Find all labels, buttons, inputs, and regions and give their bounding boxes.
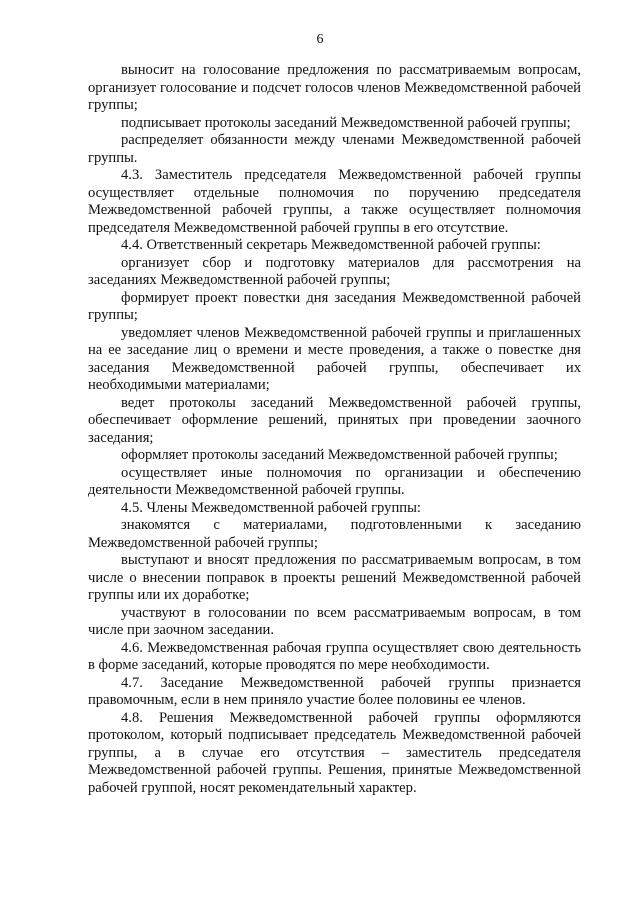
document-body bbox=[88, 62, 581, 797]
page-number: 6 bbox=[316, 32, 324, 47]
paragraph: ведет протоколы заседаний Межведомственной рабочей группы, обеспечивает оформление решений, принятых при проведении заочного заседания; bbox=[88, 394, 581, 446]
paragraph: распределяет обязанности между членами Межведомственной рабочей группы. bbox=[88, 132, 581, 166]
paragraph: 4.4. Ответственный секретарь Межведомственной рабочей группы: bbox=[121, 237, 541, 253]
paragraph: 4.5. Члены Межведомственной рабочей группы: bbox=[121, 499, 421, 516]
paragraph: осуществляет иные полномочия по организации и обеспечению деятельности Межведомственной рабочей группы. bbox=[88, 464, 581, 498]
paragraph: подписывает протоколы заседаний Межведомственной рабочей группы; bbox=[121, 114, 571, 131]
paragraph: 4.6. Межведомственная рабочая группа осуществляет свою деятельность в форме заседаний, которые проводятся по мере необходимости. bbox=[88, 639, 581, 673]
paragraph: организует сбор и подготовку материалов для рассмотрения на заседаниях Межведомственной рабочей группы; bbox=[88, 254, 581, 288]
paragraph: 4.7. Заседание Межведомственной рабочей группы признается правомочным, если в нем приняло участие более половины ее членов. bbox=[88, 674, 581, 708]
paragraph: оформляет протоколы заседаний Межведомственной рабочей группы; bbox=[121, 447, 558, 463]
paragraph: выступают и вносят предложения по рассматриваемым вопросам, в том числе о внесении поправок в проекты решений Межведомственной рабочей группы или их доработке; bbox=[88, 552, 581, 603]
paragraph: знакомятся с материалами, подготовленными к заседанию Межведомственной рабочей группы; bbox=[88, 517, 581, 551]
paragraph: участвуют в голосовании по всем рассматриваемым вопросам, в том числе при заочном заседании. bbox=[88, 604, 581, 638]
paragraph: выносит на голосование предложения по рассматриваемым вопросам, организует голосование и подсчет голосов членов Межведомственной рабочей группы; bbox=[88, 62, 581, 113]
paragraph: формирует проект повестки дня заседания Межведомственной рабочей группы; bbox=[88, 289, 581, 323]
paragraph: 4.3. Заместитель председателя Межведомственной рабочей группы осуществляет отдельные полномочия по поручению председателя Межведомственной рабочей группы, а также осуществляет полномочия председателя Межведомственной рабочей группы в его отсутствие. bbox=[88, 167, 581, 236]
paragraph: уведомляет членов Межведомственной рабочей группы и приглашенных на ее заседание лиц о времени и месте проведения, а также о повестке дня заседания Межведомственной рабочей группы, обеспечивает их необходимыми материалами; bbox=[88, 324, 581, 393]
paragraph: 4.8. Решения Межведомственной рабочей группы оформляются протоколом, который подписывает председатель Межведомственной рабочей группы, а в случае его отсутствия – заместитель председателя Межведомственной рабочей группы. Решения, принятые Межведомственной рабочей группой, носят рекомендательный характер. bbox=[88, 709, 581, 796]
